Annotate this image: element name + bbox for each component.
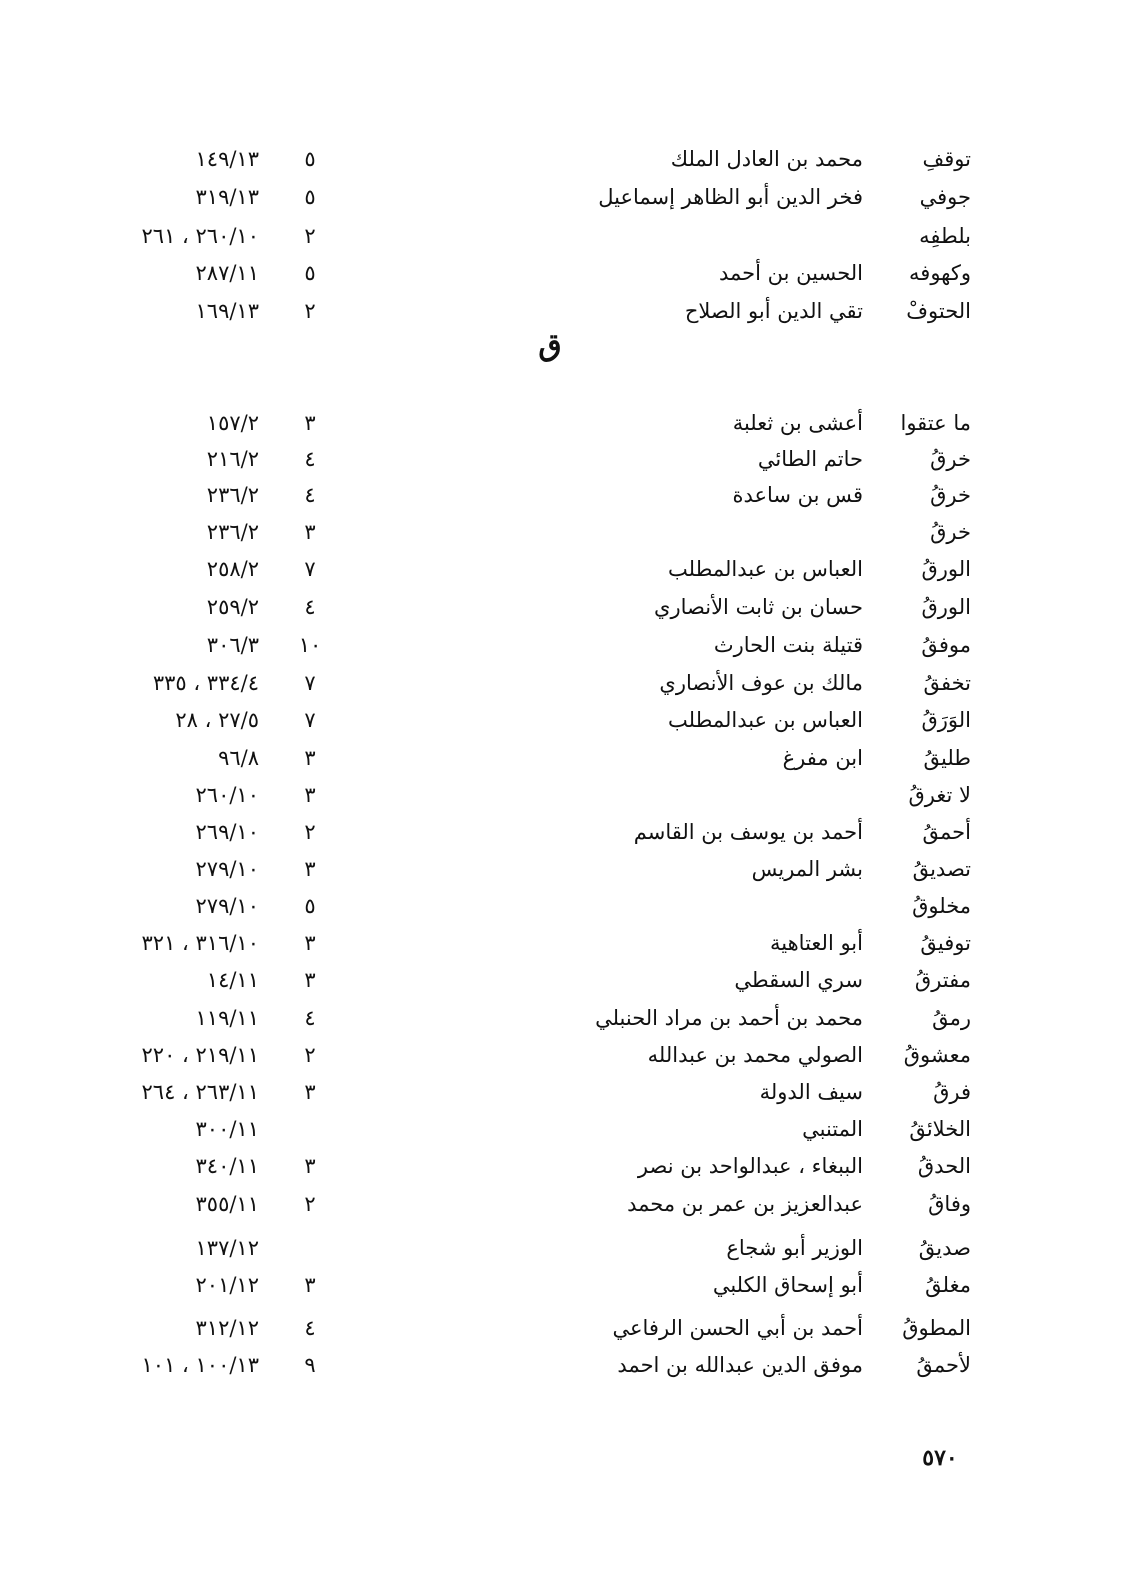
- index-entry: [0, 218, 1121, 254]
- rhyme-word: الحدقُ: [917, 1154, 971, 1178]
- index-entry: [0, 179, 1121, 215]
- volume-page-reference: ٣١٢/١٢: [195, 1316, 259, 1340]
- volume-page-reference: ٢٣٦/٢: [206, 483, 259, 507]
- rhyme-word: الوَرَقُ: [921, 708, 971, 732]
- rhyme-word: مخلوقُ: [912, 894, 971, 918]
- rhyme-word: وكهوفه: [909, 261, 971, 285]
- index-entry: [0, 441, 1121, 477]
- volume-page-reference: ٢٦٩/١٠: [195, 820, 259, 844]
- volume-page-reference: ٢٠١/١٢: [195, 1273, 259, 1297]
- verse-count: ٥: [304, 185, 316, 209]
- volume-page-reference: ١٥٧/٢: [206, 411, 259, 435]
- volume-page-reference: ٢٧٩/١٠: [195, 894, 259, 918]
- index-entry: [0, 589, 1121, 625]
- rhyme-word: تخفقُ: [923, 671, 971, 695]
- volume-page-reference: ٢١٩/١١ ، ٢٢٠: [141, 1043, 259, 1067]
- volume-page-reference: ١١٩/١١: [195, 1006, 259, 1030]
- poet-name: الحسين بن أحمد: [718, 261, 863, 285]
- volume-page-reference: ١٤٩/١٣: [195, 147, 259, 171]
- poet-name: العباس بن عبدالمطلب: [668, 708, 863, 732]
- rhyme-word: توفيقُ: [920, 931, 971, 955]
- rhyme-word: موفقُ: [921, 633, 971, 657]
- volume-page-reference: ٢٥٨/٢: [206, 557, 259, 581]
- index-entry: [0, 627, 1121, 663]
- rhyme-word: أحمقُ: [922, 820, 971, 844]
- index-entry: [0, 1111, 1121, 1147]
- section-heading-qaf: ق: [538, 328, 562, 363]
- volume-page-reference: ١٦٩/١٣: [195, 299, 259, 323]
- index-entry: [0, 777, 1121, 813]
- index-entry: [0, 888, 1121, 924]
- rhyme-word: ما عتقوا: [900, 411, 971, 435]
- verse-count: ٣: [304, 783, 316, 807]
- poet-name: مالك بن عوف الأنصاري: [659, 671, 863, 695]
- volume-page-reference: ٢٦٠/١٠: [195, 783, 259, 807]
- poet-name: تقي الدين أبو الصلاح: [684, 299, 863, 323]
- verse-count: ٧: [304, 671, 316, 695]
- verse-count: ١٠: [298, 633, 322, 657]
- verse-count: ٣: [304, 411, 316, 435]
- rhyme-word: صديقُ: [918, 1236, 971, 1260]
- volume-page-reference: ٣٥٥/١١: [195, 1192, 259, 1216]
- volume-page-reference: ٢١٦/٢: [206, 447, 259, 471]
- poet-name: أبو العتاهية: [770, 931, 863, 955]
- index-entry: [0, 477, 1121, 513]
- verse-count: ٢: [304, 820, 316, 844]
- poet-name: المتنبي: [802, 1117, 863, 1141]
- volume-page-reference: ٢٦٠/١٠ ، ٢٦١: [141, 224, 259, 248]
- rhyme-word: خرقُ: [930, 483, 971, 507]
- verse-count: ٤: [304, 595, 316, 619]
- index-entry: [0, 141, 1121, 177]
- index-entry: [0, 1267, 1121, 1303]
- poet-name: قس بن ساعدة: [732, 483, 863, 507]
- index-entry: [0, 740, 1121, 776]
- verse-count: ٥: [304, 894, 316, 918]
- rhyme-word: بلطفِه: [919, 224, 971, 248]
- rhyme-word: لا تغرقُ: [908, 783, 971, 807]
- verse-count: ٣: [304, 857, 316, 881]
- rhyme-word: لأحمقُ: [916, 1353, 971, 1377]
- volume-page-reference: ٣٣٤/٤ ، ٣٣٥: [152, 671, 259, 695]
- verse-count: ٩: [304, 1353, 316, 1377]
- index-entry: [0, 665, 1121, 701]
- index-entry: [0, 1148, 1121, 1184]
- poet-name: أحمد بن أبي الحسن الرفاعي: [612, 1316, 863, 1340]
- rhyme-word: تصديقُ: [912, 857, 971, 881]
- verse-count: ٤: [304, 483, 316, 507]
- rhyme-word: الحتوفْ: [906, 299, 971, 323]
- verse-count: ٣: [304, 1273, 316, 1297]
- rhyme-word: المطوقُ: [902, 1316, 971, 1340]
- verse-count: ٧: [304, 557, 316, 581]
- volume-page-reference: ١٣٧/١٢: [195, 1236, 259, 1260]
- rhyme-word: مفترقُ: [914, 968, 971, 992]
- volume-page-reference: ١٠٠/١٣ ، ١٠١: [141, 1353, 259, 1377]
- poet-name: حاتم الطائي: [757, 447, 863, 471]
- volume-page-reference: ٢٦٣/١١ ، ٢٦٤: [141, 1080, 259, 1104]
- poet-name: سري السقطي: [734, 968, 863, 992]
- verse-count: ٢: [304, 299, 316, 323]
- poet-name: موفق الدين عبدالله بن احمد: [617, 1353, 863, 1377]
- poet-name: حسان بن ثابت الأنصاري: [654, 595, 863, 619]
- index-entry: [0, 293, 1121, 329]
- index-entry: [0, 551, 1121, 587]
- rhyme-word: فرقُ: [933, 1080, 971, 1104]
- verse-count: ٣: [304, 968, 316, 992]
- verse-count: ٤: [304, 447, 316, 471]
- poet-name: أعشى بن ثعلبة: [732, 411, 863, 435]
- rhyme-word: توقفِ: [922, 147, 971, 171]
- verse-count: ٤: [304, 1316, 316, 1340]
- verse-count: ٤: [304, 1006, 316, 1030]
- poet-name: محمد بن أحمد بن مراد الحنبلي: [595, 1006, 863, 1030]
- rhyme-word: الورقُ: [921, 595, 971, 619]
- rhyme-word: خرقُ: [930, 447, 971, 471]
- verse-count: ٣: [304, 520, 316, 544]
- verse-count: ٣: [304, 1080, 316, 1104]
- index-entry: [0, 514, 1121, 550]
- poet-name: محمد بن العادل الملك: [670, 147, 863, 171]
- poet-name: عبدالعزيز بن عمر بن محمد: [627, 1192, 863, 1216]
- poet-name: أحمد بن يوسف بن القاسم: [633, 820, 863, 844]
- poet-name: فخر الدين أبو الظاهر إسماعيل: [598, 185, 863, 209]
- rhyme-word: طليقُ: [923, 746, 971, 770]
- volume-page-reference: ٢٣٦/٢: [206, 520, 259, 544]
- index-entry: [0, 702, 1121, 738]
- rhyme-word: خرقُ: [930, 520, 971, 544]
- poet-name: ابن مفرغ: [782, 746, 863, 770]
- verse-count: ٢: [304, 224, 316, 248]
- volume-page-reference: ٢٥٩/٢: [206, 595, 259, 619]
- verse-count: ٣: [304, 746, 316, 770]
- verse-count: ٢: [304, 1192, 316, 1216]
- index-entry: [0, 405, 1121, 441]
- rhyme-word: مغلقُ: [925, 1273, 971, 1297]
- volume-page-reference: ٢٧/٥ ، ٢٨: [175, 708, 259, 732]
- poet-name: أبو إسحاق الكلبي: [712, 1273, 863, 1297]
- poet-name: الصولي محمد بن عبدالله: [647, 1043, 863, 1067]
- index-entry: [0, 1230, 1121, 1266]
- rhyme-word: رمقُ: [932, 1006, 971, 1030]
- index-entry: [0, 255, 1121, 291]
- verse-count: ٣: [304, 1154, 316, 1178]
- page-number: ٥٧٠: [922, 1445, 958, 1471]
- index-entry: [0, 925, 1121, 961]
- rhyme-word: الخلائقُ: [909, 1117, 971, 1141]
- rhyme-word: معشوقُ: [903, 1043, 971, 1067]
- volume-page-reference: ٣١٩/١٣: [195, 185, 259, 209]
- index-entry: [0, 962, 1121, 998]
- poet-name: الوزير أبو شجاع: [726, 1236, 863, 1260]
- poet-name: بشر المريس: [751, 857, 863, 881]
- poet-name: سيف الدولة: [759, 1080, 863, 1104]
- verse-count: ٢: [304, 1043, 316, 1067]
- rhyme-word: الورقُ: [921, 557, 971, 581]
- poet-name: قتيلة بنت الحارث: [713, 633, 863, 657]
- volume-page-reference: ٣١٦/١٠ ، ٣٢١: [141, 931, 259, 955]
- rhyme-word: جوفي: [919, 185, 971, 209]
- rhyme-word: وفاقُ: [928, 1192, 971, 1216]
- verse-count: ٥: [304, 261, 316, 285]
- verse-count: ٣: [304, 931, 316, 955]
- volume-page-reference: ١٤/١١: [206, 968, 259, 992]
- volume-page-reference: ٩٦/٨: [218, 746, 259, 770]
- index-entry: [0, 1037, 1121, 1073]
- index-entry: [0, 814, 1121, 850]
- index-entry: [0, 851, 1121, 887]
- volume-page-reference: ٢٨٧/١١: [195, 261, 259, 285]
- index-entry: [0, 1310, 1121, 1346]
- index-entry: [0, 1347, 1121, 1383]
- volume-page-reference: ٣٠٠/١١: [195, 1117, 259, 1141]
- index-entry: [0, 1074, 1121, 1110]
- poet-name: العباس بن عبدالمطلب: [668, 557, 863, 581]
- volume-page-reference: ٣٠٦/٣: [206, 633, 259, 657]
- volume-page-reference: ٣٤٠/١١: [195, 1154, 259, 1178]
- poet-name: الببغاء ، عبدالواحد بن نصر: [637, 1154, 863, 1178]
- index-entry: [0, 1186, 1121, 1222]
- volume-page-reference: ٢٧٩/١٠: [195, 857, 259, 881]
- index-entry: [0, 1000, 1121, 1036]
- verse-count: ٧: [304, 708, 316, 732]
- verse-count: ٥: [304, 147, 316, 171]
